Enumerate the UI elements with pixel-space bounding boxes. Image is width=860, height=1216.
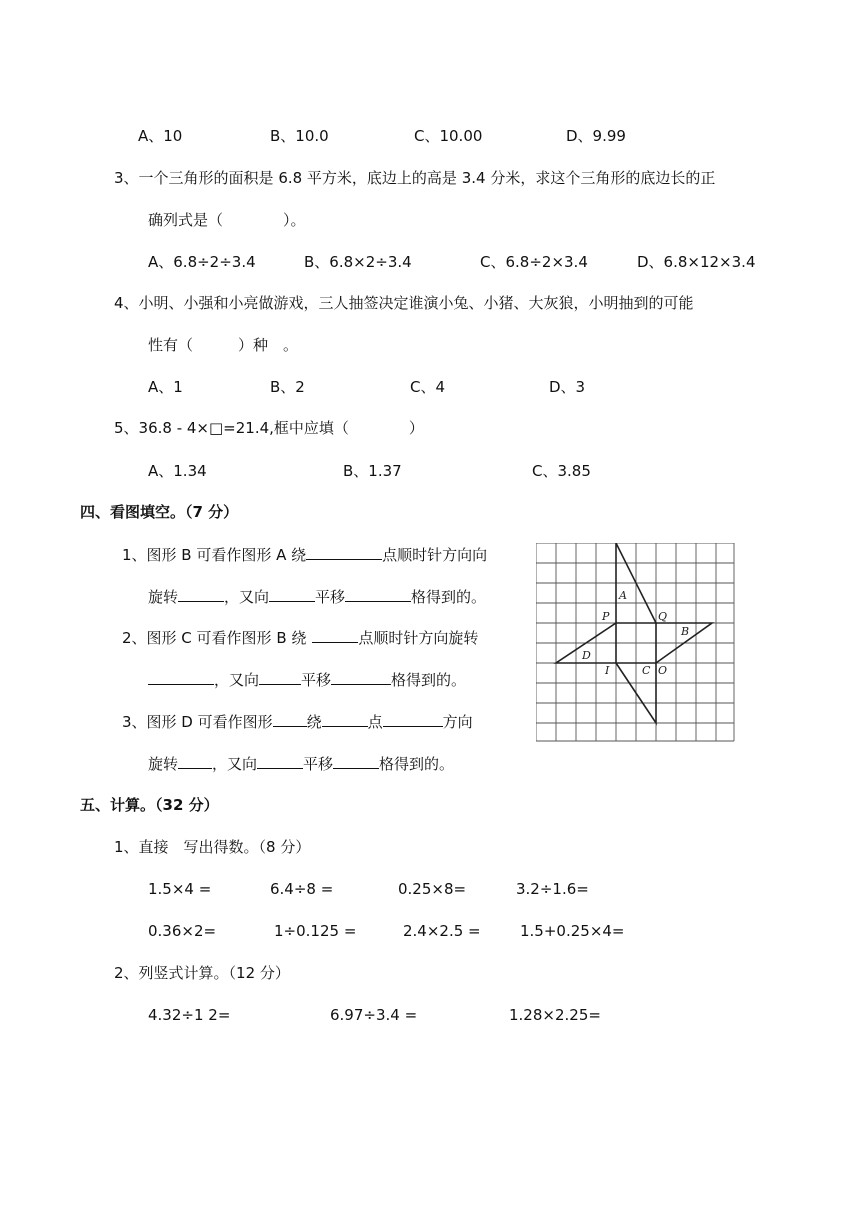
q2-option-c: C、10.00 bbox=[414, 127, 483, 145]
label-a: A bbox=[619, 589, 627, 602]
q5-option-c: C、3.85 bbox=[532, 462, 591, 480]
calc-3-2: 6.97÷3.4 = bbox=[330, 1006, 418, 1024]
section5-title: 五、计算。（32 分） bbox=[80, 796, 219, 814]
q3-text-line2: 确列式是（ ）。 bbox=[148, 211, 306, 229]
q5-option-a: A、1.34 bbox=[148, 462, 207, 480]
calc-2-1: 0.36×2= bbox=[148, 922, 217, 940]
answer-blank[interactable] bbox=[322, 711, 368, 727]
label-c: C bbox=[642, 664, 651, 677]
section4-item2-line2: ，又向 平移 格得到的。 bbox=[148, 669, 466, 690]
q3-text-line1: 3、一个三角形的面积是 6.8 平方米，底边上的高是 3.4 分米，求这个三角形的底边长的正 bbox=[114, 169, 716, 187]
calc-3-3: 1.28×2.25= bbox=[509, 1006, 601, 1024]
q2-option-b: B、10.0 bbox=[270, 127, 329, 145]
label-b: B bbox=[681, 625, 690, 638]
section4-item3-line2: 旋转 ，又向 平移 格得到的。 bbox=[148, 755, 455, 773]
calc-1-2: 6.4÷8 = bbox=[270, 880, 334, 898]
q3-option-d: D、6.8×12×3.4 bbox=[637, 253, 756, 271]
q3-option-b: B、6.8×2÷3.4 bbox=[304, 253, 412, 271]
calc-3-1: 4.32÷1 2= bbox=[148, 1006, 231, 1024]
q4-option-c: C、4 bbox=[410, 378, 446, 396]
q4-text-line1: 4、小明、小强和小亮做游戏，三人抽签决定谁演小兔、小猪、大灰狼，小明抽到的可能 bbox=[114, 294, 694, 312]
q2-option-a: A、10 bbox=[138, 127, 183, 145]
q3-option-a: A、6.8÷2÷3.4 bbox=[148, 253, 256, 271]
answer-blank[interactable] bbox=[306, 544, 382, 560]
answer-blank[interactable] bbox=[269, 586, 315, 602]
calc-1-4: 3.2÷1.6= bbox=[516, 880, 589, 898]
calc-1-1: 1.5×4 = bbox=[148, 880, 212, 898]
q3-option-c: C、6.8÷2×3.4 bbox=[480, 253, 588, 271]
q5-text: 5、36.8 - 4×□=21.4,框中应填（ ） bbox=[114, 419, 424, 437]
answer-blank[interactable] bbox=[259, 669, 301, 685]
answer-blank[interactable] bbox=[257, 753, 303, 769]
answer-blank[interactable] bbox=[383, 711, 443, 727]
calc-2-4: 1.5+0.25×4= bbox=[520, 922, 625, 940]
section4-item2-line1: 2、图形 C 可看作图形 B 绕 点顺时针方向旋转 bbox=[122, 629, 479, 647]
q4-option-b: B、2 bbox=[270, 378, 305, 396]
answer-blank[interactable] bbox=[148, 669, 214, 685]
label-q: Q bbox=[658, 610, 668, 623]
calc-1-3: 0.25×8= bbox=[398, 880, 467, 898]
section4-item3-line1: 3、图形 D 可看作图形 绕 点 方向 bbox=[122, 713, 473, 731]
q5-option-b: B、1.37 bbox=[343, 462, 402, 480]
section4-item1-line2: 旋转 ，又向 平移 格得到的。 bbox=[148, 588, 487, 606]
section4-title: 四、看图填空。（7 分） bbox=[80, 503, 239, 521]
q2-option-d: D、9.99 bbox=[566, 127, 626, 145]
calc-2-2: 1÷0.125 = bbox=[274, 922, 357, 940]
answer-blank[interactable] bbox=[345, 586, 411, 602]
section5-sub2: 2、列竖式计算。（12 分） bbox=[114, 964, 290, 982]
answer-blank[interactable] bbox=[331, 669, 391, 685]
section5-sub1: 1、直接 写出得数。（8 分） bbox=[114, 838, 311, 856]
answer-blank[interactable] bbox=[178, 586, 224, 602]
label-p: P bbox=[602, 610, 610, 623]
label-i: I bbox=[605, 664, 610, 677]
answer-blank[interactable] bbox=[312, 627, 358, 643]
answer-blank[interactable] bbox=[273, 711, 307, 727]
grid-lines bbox=[536, 543, 734, 741]
q4-text-line2: 性有（ ）种 。 bbox=[148, 336, 299, 354]
q4-option-a: A、1 bbox=[148, 378, 183, 396]
label-d: D bbox=[582, 649, 591, 662]
section4-item1-line1: 1、图形 B 可看作图形 A 绕 点顺时针方向向 bbox=[122, 546, 488, 564]
label-o: O bbox=[658, 664, 668, 677]
grid-figure bbox=[536, 543, 742, 743]
q4-option-d: D、3 bbox=[549, 378, 586, 396]
calc-2-3: 2.4×2.5 = bbox=[403, 922, 481, 940]
answer-blank[interactable] bbox=[333, 753, 379, 769]
answer-blank[interactable] bbox=[178, 753, 212, 769]
